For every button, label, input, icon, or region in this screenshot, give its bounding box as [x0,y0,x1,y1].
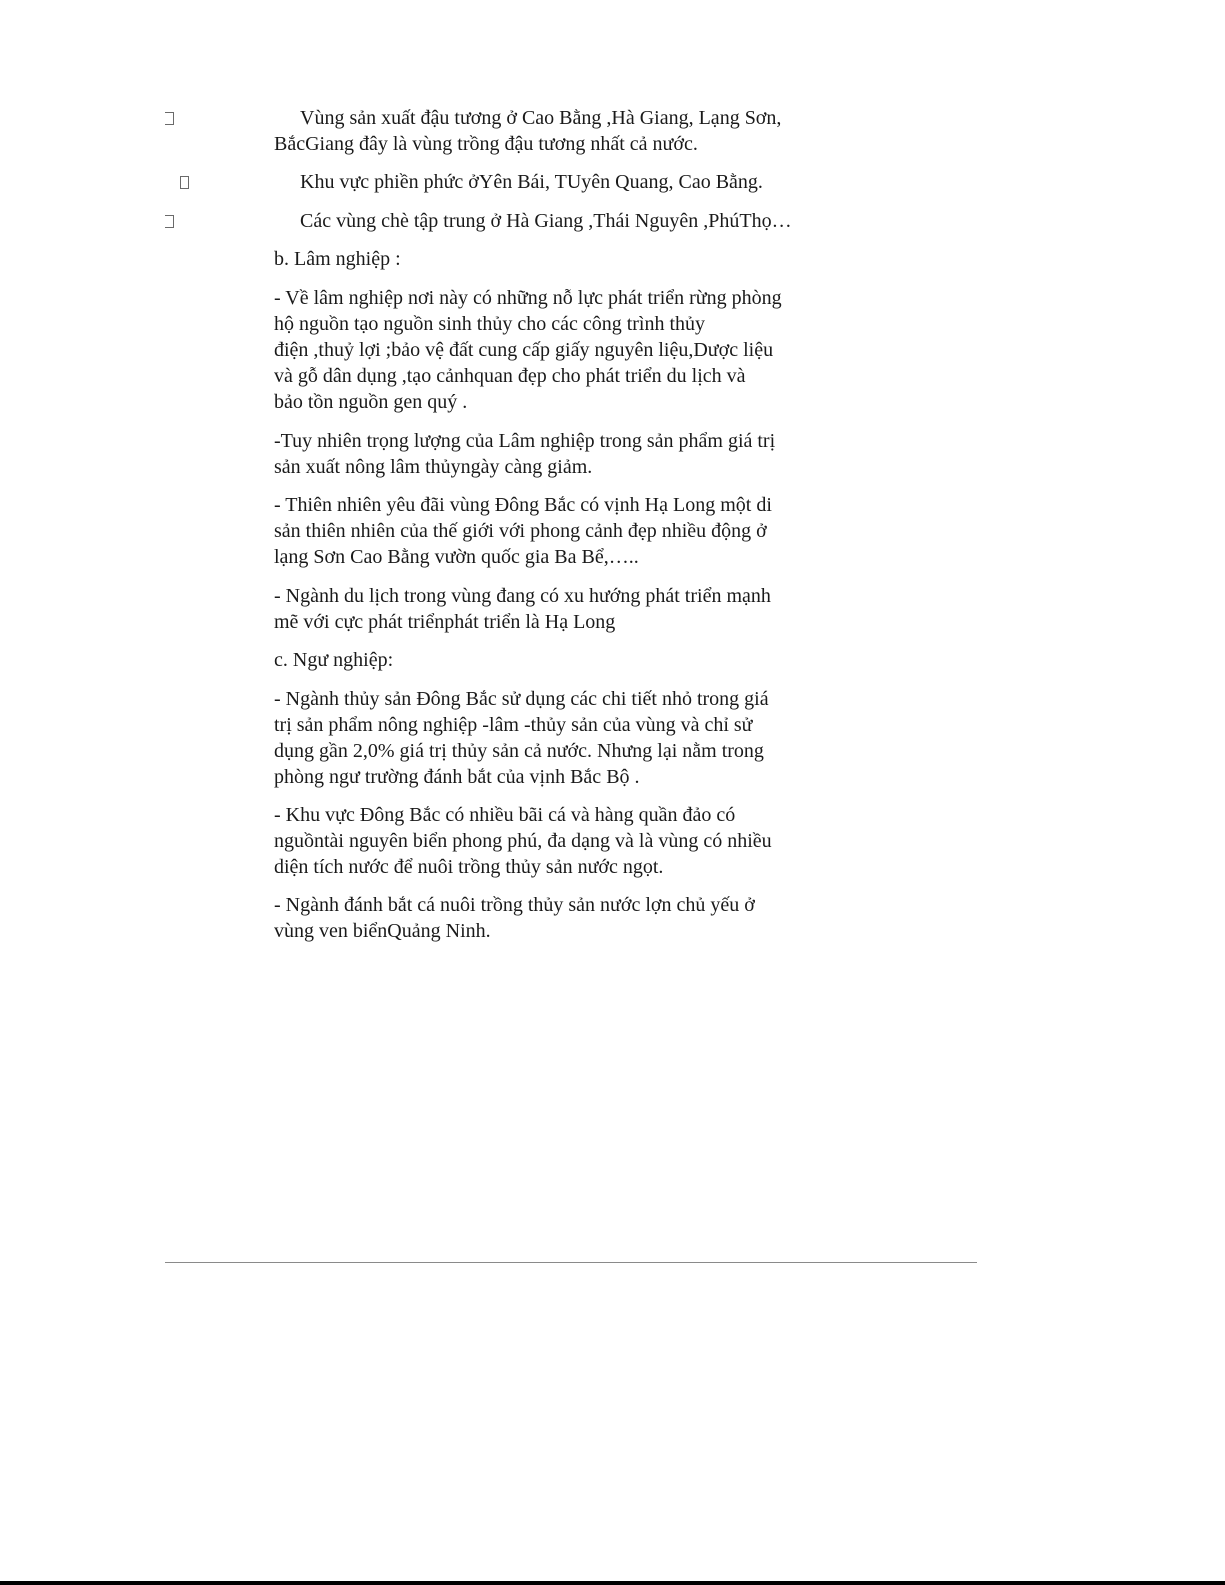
page-divider [165,1262,977,1263]
bullet-2-line-1: Khu vực phiền phức ởYên Bái, TUyên Quang, Cao Bằng. [300,171,763,193]
bullet-3-line-1: Các vùng chè tập trung ở Hà Giang ,Thái Nguyên ,PhúThọ… [300,210,792,232]
section-c-heading: c. Ngư nghiệp: [274,649,394,671]
paragraph-line: vùng ven biểnQuảng Ninh. [274,920,491,942]
paragraph-line: mẽ với cực phát triểnphát triển là Hạ Long [274,611,616,633]
bullet-1-line-2: BắcGiang đây là vùng trồng đậu tương nhất cả nước. [274,133,698,155]
paragraph-line: sản xuất nông lâm thủyngày càng giảm. [274,456,593,478]
paragraph-line: hộ nguồn tạo nguồn sinh thủy cho các công trình thủy [274,313,706,335]
paragraph-line: - Về lâm nghiệp nơi này có những nỗ lực phát triển rừng phòng [274,287,782,309]
paragraph-line: - Thiên nhiên yêu đãi vùng Đông Bắc có vịnh Hạ Long một di [274,494,772,516]
bullet-glyph-icon [165,215,174,228]
paragraph-line: - Khu vực Đông Bắc có nhiều bãi cá và hàng quần đảo có [274,804,736,826]
paragraph-line: - Ngành thủy sản Đông Bắc sử dụng các chi tiết nhỏ trong giá [274,688,769,710]
paragraph-line: -Tuy nhiên trọng lượng của Lâm nghiệp trong sản phẩm giá trị [274,430,776,452]
paragraph-line: bảo tồn nguồn gen quý . [274,391,468,413]
paragraph-line: điện ,thuỷ lợi ;bảo vệ đất cung cấp giấy nguyên liệu,Dược liệu [274,339,774,361]
bullet-glyph-icon [180,176,189,189]
paragraph-line: dụng gần 2,0% giá trị thủy sản cả nước. Nhưng lại nằm trong [274,740,764,762]
bullet-1-line-1: Vùng sản xuất đậu tương ở Cao Bằng ,Hà Giang, Lạng Sơn, [300,107,782,129]
paragraph-line: - Ngành đánh bắt cá nuôi trồng thủy sản nước lợn chủ yếu ở [274,894,755,916]
bullet-glyph-icon [165,112,174,125]
paragraph-line: phòng ngư trường đánh bắt của vịnh Bắc Bộ . [274,766,640,788]
paragraph-line: nguồntài nguyên biển phong phú, đa dạng và là vùng có nhiều [274,830,772,852]
paragraph-line: trị sản phẩm nông nghiệp -lâm -thủy sản của vùng và chỉ sử [274,714,753,736]
paragraph-line: diện tích nước để nuôi trồng thủy sản nước ngọt. [274,856,664,878]
paragraph-line: và gỗ dân dụng ,tạo cảnhquan đẹp cho phát triển du lịch và [274,365,746,387]
paragraph-line: lạng Sơn Cao Bằng vườn quốc gia Ba Bể,….. [274,546,639,568]
bottom-edge-bar [0,1581,1225,1585]
paragraph-line: - Ngành du lịch trong vùng đang có xu hướng phát triển mạnh [274,585,771,607]
section-b-heading: b. Lâm nghiệp : [274,248,401,270]
paragraph-line: sản thiên nhiên của thế giới với phong cảnh đẹp nhiều động ở [274,520,767,542]
